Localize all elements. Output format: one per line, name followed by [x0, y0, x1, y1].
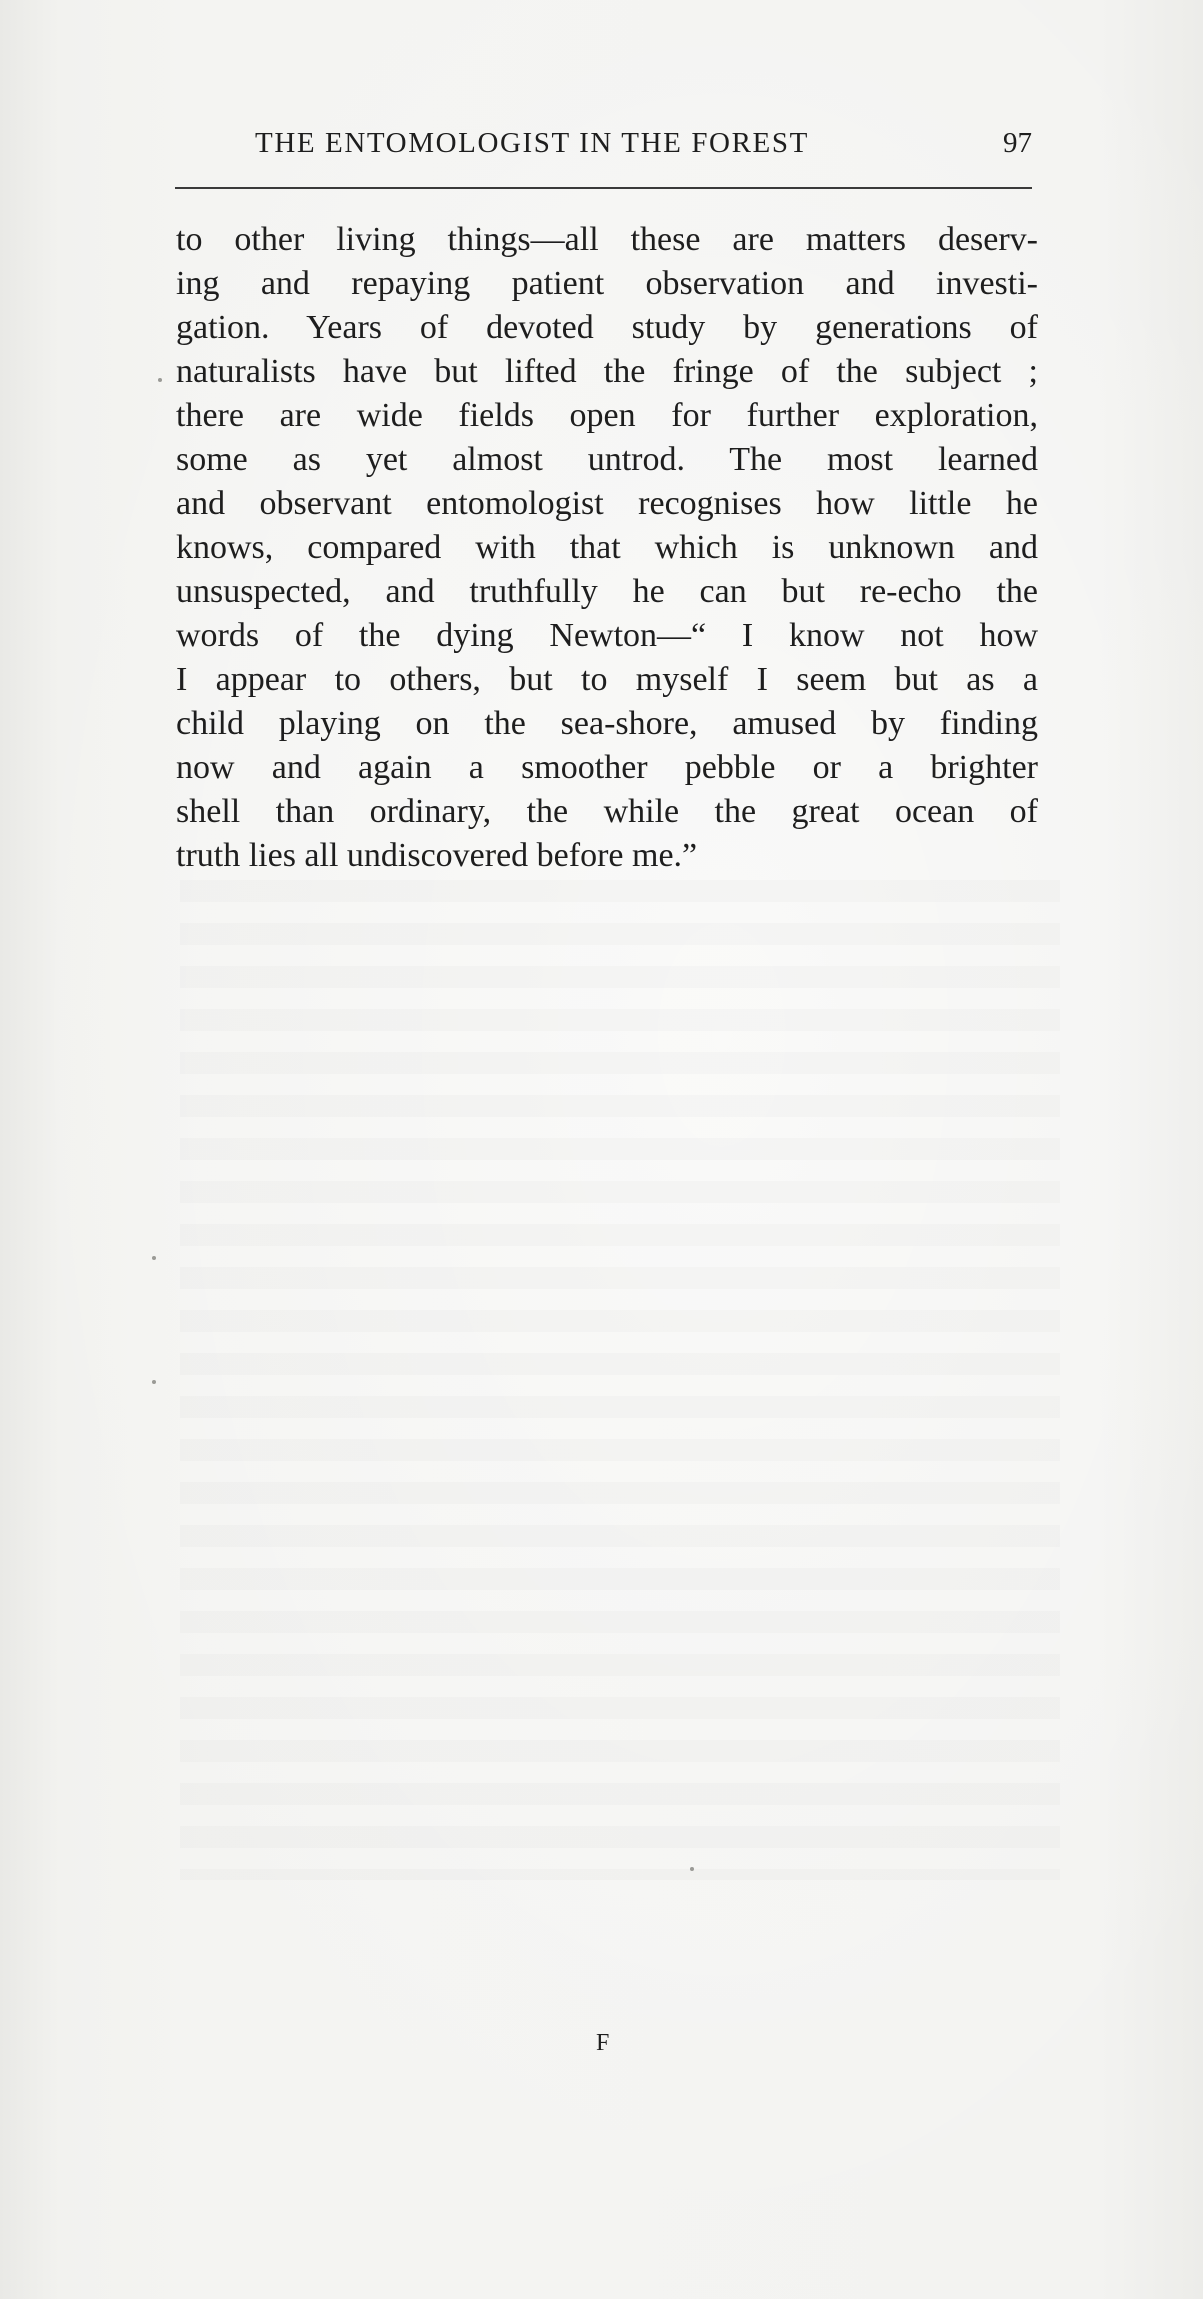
text-line: there are wide fields open for further exploration, [176, 397, 1038, 434]
body-paragraph [176, 218, 1038, 878]
paper-speck [158, 378, 162, 382]
text-line: some as yet almost untrod. The most learned [176, 441, 1038, 478]
text-line: words of the dying Newton—“ I know not how [176, 617, 1038, 654]
signature-mark: F [596, 2030, 610, 2056]
header-rule [175, 187, 1032, 189]
text-line: child playing on the sea-shore, amused by finding [176, 705, 1038, 742]
text-line: shell than ordinary, the while the great ocean of [176, 793, 1038, 830]
paper-speck [152, 1380, 156, 1384]
text-line: to other living things—all these are matters deserv- [176, 221, 1038, 258]
running-title: THE ENTOMOLOGIST IN THE FOREST [255, 127, 809, 159]
page-number: 97 [1003, 127, 1032, 159]
page-header [175, 127, 1032, 167]
show-through-from-reverse [180, 880, 1060, 1880]
text-line: ing and repaying patient observation and investi- [176, 265, 1038, 302]
text-line: naturalists have but lifted the fringe of the subject ; [176, 353, 1038, 390]
text-line: I appear to others, but to myself I seem but as a [176, 661, 1038, 698]
text-line: truth lies all undiscovered before me.” [176, 837, 698, 874]
text-line: knows, compared with that which is unknown and [176, 529, 1038, 566]
text-line: now and again a smoother pebble or a brighter [176, 749, 1038, 786]
paper-speck [152, 1256, 156, 1260]
text-line: gation. Years of devoted study by generations of [176, 309, 1038, 346]
text-line: unsuspected, and truthfully he can but re-echo the [176, 573, 1038, 610]
text-line: and observant entomologist recognises how little he [176, 485, 1038, 522]
paper-speck [690, 1867, 694, 1871]
